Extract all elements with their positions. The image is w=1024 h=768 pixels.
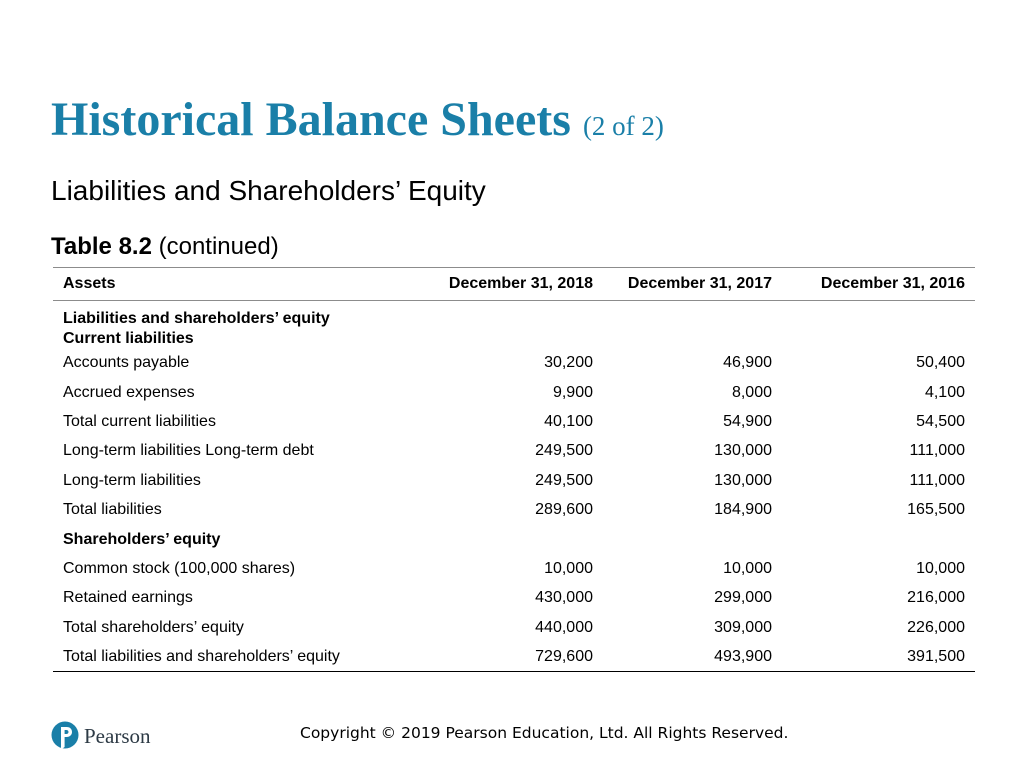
cell-2016: 54,500 [916, 412, 965, 430]
cell-2018: 9,900 [552, 383, 593, 401]
table-caption [51, 230, 279, 264]
row-label: Accrued expenses [63, 383, 195, 401]
cell-2016: 50,400 [916, 354, 965, 372]
table-caption-continued: (continued) [158, 233, 279, 260]
cell-2016: 165,500 [907, 501, 965, 519]
table-row [53, 554, 975, 583]
pearson-p-logo-icon [51, 720, 79, 752]
cell-2018: 40,100 [544, 412, 593, 430]
cell-2017: 130,000 [714, 471, 772, 489]
cell-2016: 216,000 [907, 589, 965, 607]
cell-2017: 10,000 [723, 559, 772, 577]
cell-2017: 54,900 [723, 412, 772, 430]
pearson-logo-text: Pearson [84, 724, 151, 748]
cell-2018: 10,000 [544, 559, 593, 577]
header-2018: December 31, 2018 [448, 275, 593, 292]
slide-title-text: Historical Balance Sheets [51, 93, 571, 146]
cell-2018: 440,000 [535, 618, 593, 636]
slide-title [51, 90, 664, 156]
cell-2017: 46,900 [723, 354, 772, 372]
table-row [53, 584, 975, 613]
cell-2017: 130,000 [714, 442, 772, 460]
copyright-text: Copyright © 2019 Pearson Education, Ltd. All Rights Reserved. [300, 724, 789, 742]
cell-2018: 249,500 [535, 471, 593, 489]
table-row [53, 642, 975, 671]
cell-2017: 309,000 [714, 618, 772, 636]
row-label: Total current liabilities [63, 412, 216, 430]
table-row [53, 466, 975, 495]
cell-2016: 391,500 [907, 647, 965, 665]
table-body [53, 301, 975, 672]
row-label: Total shareholders’ equity [63, 618, 244, 636]
header-2017: December 31, 2017 [627, 275, 772, 292]
cell-2016: 4,100 [924, 383, 965, 401]
cell-2018: 249,500 [535, 442, 593, 460]
header-assets: Assets [63, 275, 116, 292]
section-heading-row [53, 525, 975, 554]
slide-subtitle: Liabilities and Shareholders’ Equity [51, 175, 486, 206]
cell-2018: 729,600 [535, 647, 593, 665]
row-label: Retained earnings [63, 589, 193, 607]
row-label: Long-term liabilities [63, 471, 201, 489]
header-row [53, 268, 975, 301]
group-heading-line-1: Liabilities and shareholders’ equity [63, 309, 330, 327]
cell-2018: 430,000 [535, 589, 593, 607]
cell-2016: 226,000 [907, 618, 965, 636]
pearson-logo [51, 720, 151, 752]
slide-title-part: (2 of 2) [582, 111, 664, 141]
table-row [53, 437, 975, 466]
table-row [53, 349, 975, 378]
row-label: Accounts payable [63, 354, 190, 372]
row-label: Total liabilities and shareholders’ equity [63, 647, 340, 665]
cell-2018: 289,600 [535, 501, 593, 519]
header-2016: December 31, 2016 [820, 275, 965, 292]
balance-sheet-table [53, 267, 975, 672]
cell-2016: 111,000 [909, 442, 965, 460]
row-label: Total liabilities [63, 501, 162, 519]
row-label: Long-term liabilities Long-term debt [63, 442, 314, 460]
row-label: Common stock (100,000 shares) [63, 559, 296, 577]
table-row [53, 613, 975, 642]
section-heading-equity: Shareholders’ equity [63, 530, 221, 548]
table-caption-number: Table 8.2 [51, 233, 152, 260]
spacer-row [53, 301, 975, 309]
table-row [53, 495, 975, 524]
cell-2016: 10,000 [916, 559, 965, 577]
cell-2017: 493,900 [714, 647, 772, 665]
table-header [53, 268, 975, 301]
cell-2016: 111,000 [909, 471, 965, 489]
group-heading-row [53, 309, 975, 349]
cell-2017: 299,000 [714, 589, 772, 607]
table-row [53, 378, 975, 407]
group-heading-line-2: Current liabilities [63, 329, 194, 347]
cell-2018: 30,200 [544, 354, 593, 372]
cell-2017: 8,000 [731, 383, 772, 401]
table-row [53, 407, 975, 436]
cell-2017: 184,900 [714, 501, 772, 519]
group-heading [53, 309, 425, 349]
